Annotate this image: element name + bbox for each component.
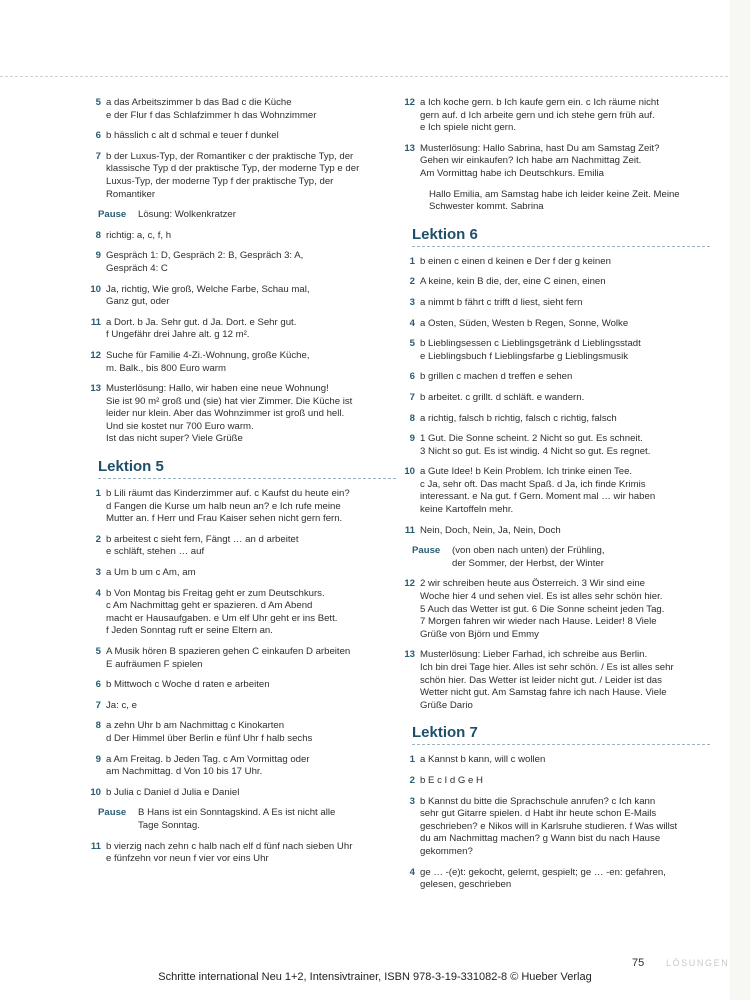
exercise-number: 6 [95, 679, 101, 691]
l5-exercise-5: 5 A Musik hören B spazieren gehen C einkaufen D arbeiten E aufräumen F spielen [98, 646, 396, 671]
exercise-number: 8 [95, 229, 101, 241]
l6-exercise-9: 9 1 Gut. Die Sonne scheint. 2 Nicht so gut. Es schneit. 3 Nicht so gut. Es ist windig. 4 Nicht so gut. Es regnet. [412, 433, 710, 458]
l7-exercise-2: 2 b E c I d G e H [412, 775, 710, 788]
exercise-number: 7 [95, 150, 101, 162]
lektion-5-heading: Lektion 5 [98, 458, 396, 479]
exercise-10: 10 Ja, richtig, Wie groß, Welche Farbe, Schau mal, Ganz gut, oder [98, 284, 396, 309]
top-divider [0, 76, 728, 77]
exercise-13: 13 Musterlösung: Hallo Sabrina, hast Du am Samstag Zeit? Gehen wir einkaufen? Ich habe am Nachmittag Zeit. Am Vormittag habe ich Deutschkurs. Emilia [412, 143, 710, 181]
l6-exercise-2: 2 A keine, kein B die, der, eine C einen, einen [412, 276, 710, 289]
exercise-number: 13 [404, 649, 415, 661]
l6-exercise-12: 12 2 wir schreiben heute aus Österreich. 3 Wir sind eine Woche hier 4 und sehen viel. Es ist alles sehr schön hier. 5 Auch das Wetter ist gut. 6 Die Sonne scheint jeden Tag. 7 Morgen fahren wir wieder nach Hause. Leider! 8 Viele Grüße von Björn und Emmy [412, 578, 710, 641]
exercise-9: 9 Gespräch 1: D, Gespräch 2: B, Gespräch 3: A, Gespräch 4: C [98, 250, 396, 275]
exercise-number: 5 [95, 97, 101, 108]
l7-exercise-4: 4 ge … -(e)t: gekocht, gelernt, gespielt; ge … -en: gefahren, gelesen, geschrieben [412, 867, 710, 892]
lektion-6-heading: Lektion 6 [412, 226, 710, 247]
exercise-number: 12 [90, 349, 101, 361]
exercise-number: 3 [409, 296, 415, 308]
pause-item: Pause Lösung: Wolkenkratzer [98, 209, 236, 221]
exercise-number: 10 [404, 466, 415, 478]
pause-item: Pause B Hans ist ein Sonntagskind. A Es ist nicht alle Tage Sonntag. [98, 807, 336, 831]
exercise-number: 9 [409, 433, 415, 445]
pause-label: Pause [98, 807, 127, 819]
l6-exercise-3: 3 a nimmt b fährt c trifft d liest, sieht fern [412, 297, 710, 310]
exercise-number: 4 [409, 866, 415, 878]
exercise-number: 4 [95, 587, 101, 599]
right-column [404, 97, 710, 900]
l6-exercise-6: 6 b grillen c machen d treffen e sehen [412, 371, 710, 384]
l6-exercise-8: 8 a richtig, falsch b richtig, falsch c richtig, falsch [412, 413, 710, 426]
exercise-number: 2 [409, 276, 415, 288]
l6-exercise-7: 7 b arbeitet. c grillt. d schläft. e wandern. [412, 392, 710, 405]
l5-exercise-9: 9 a Am Freitag. b Jeden Tag. c Am Vormittag oder am Nachmittag. d Von 10 bis 17 Uhr. [98, 754, 396, 779]
l5-exercise-8: 8 a zehn Uhr b am Nachmittag c Kinokarten d Der Himmel über Berlin e fünf Uhr f halb sechs [98, 720, 396, 745]
exercise-number: 5 [409, 338, 415, 350]
exercise-number: 9 [95, 753, 101, 765]
l6-exercise-10: 10 a Gute Idee! b Kein Problem. Ich trinke einen Tee. c Ja, sehr oft. Das macht Spaß. d Ja, ich finde Krimis interessant. e Na gut. f Gern. Moment mal … wir haben keine Kartoffeln mehr. [412, 466, 710, 516]
exercise-number: 7 [95, 699, 101, 711]
exercise-number: 11 [90, 840, 101, 852]
l5-exercise-2: 2 b arbeitest c sieht fern, Fängt … an d arbeitet e schläft, stehen … auf [98, 534, 396, 559]
exercise-number: 13 [90, 383, 101, 395]
exercise-7: 7 b der Luxus-Typ, der Romantiker c der praktische Typ, der klassische Typ d der praktische Typ, der moderne Typ e der Luxus-Typ, der moderne Typ f der praktische Typ, der Romantiker [98, 151, 396, 201]
exercise-13: 13 Musterlösung: Hallo, wir haben eine neue Wohnung! Sie ist 90 m² groß und (sie) hat vier Zimmer. Die Küche ist leider nur klein. Aber das Wohnzimmer ist groß und hell. Und sie kostet nur 700 Euro warm. Ist das nicht super? Viele Grüße [98, 383, 396, 446]
exercise-12: 12 Suche für Familie 4-Zi.-Wohnung, große Küche, m. Balk., bis 800 Euro warm [98, 350, 396, 375]
exercise-number: 6 [95, 130, 101, 142]
section-label: LÖSUNGEN [666, 958, 730, 968]
left-column [90, 97, 396, 874]
exercise-number: 3 [95, 567, 101, 579]
l6-exercise-1: 1 b einen c einen d keinen e Der f der g keinen [412, 256, 710, 269]
exercise-number: 5 [95, 646, 101, 657]
reply-paragraph: Hallo Emilia, am Samstag habe ich leider keine Zeit. Meine Schwester kommt. Sabrina [429, 188, 680, 213]
exercise-number: 1 [409, 255, 415, 267]
l6-exercise-5: 5 b Lieblingsessen c Lieblingsgetränk d Lieblingsstadt e Lieblingsbuch f Lieblingsfarbe g Lieblingsmusik [412, 338, 710, 363]
exercise-6: 6 b hässlich c alt d schmal e teuer f dunkel [98, 130, 396, 143]
l7-exercise-3: 3 b Kannst du bitte die Sprachschule anrufen? c Ich kann sehr gut Gitarre spielen. d Habt ihr heute schon E-Mails geschrieben? e Nikos will in Karlsruhe studieren. f Was willst du am Nachmittag machen? g Wann bist du nach Hause gekommen? [412, 796, 710, 859]
page-margin-strip [730, 0, 750, 1000]
exercise-number: 8 [409, 412, 415, 424]
exercise-number: 4 [409, 317, 415, 329]
exercise-number: 7 [409, 391, 415, 403]
l5-exercise-7: 7 Ja: c, e [98, 700, 396, 713]
l5-exercise-4: 4 b Von Montag bis Freitag geht er zum Deutschkurs. c Am Nachmittag geht er spazieren. d Am Abend macht er Hausaufgaben. e Um elf Uhr geht er ins Bett. f Jeden Sonntag ruft er seine Eltern an. [98, 588, 396, 638]
exercise-11: 11 a Dort. b Ja. Sehr gut. d Ja. Dort. e Sehr gut. f Ungefähr drei Jahre alt. g 12 m². [98, 317, 396, 342]
l5-exercise-10: 10 b Julia c Daniel d Julia e Daniel [98, 787, 396, 800]
publisher-credit: Schritte international Neu 1+2, Intensivtrainer, ISBN 978-3-19-331082-8 © Hueber Verlag [158, 971, 592, 983]
l6-exercise-13: 13 Musterlösung: Lieber Farhad, ich schreibe aus Berlin. Ich bin drei Tage hier. Alles ist sehr schön. / Es ist alles sehr schön hier. Das Wetter ist leider nicht gut. / Leider ist das Wetter nicht gut. Am Samstag fahre ich nach Hause. Viele Grüße Dario [412, 649, 710, 712]
pause-item: Pause (von oben nach unten) der Frühling, der Sommer, der Herbst, der Winter [412, 545, 605, 569]
l5-exercise-3: 3 a Um b um c Am, am [98, 567, 396, 580]
exercise-number: 8 [95, 720, 101, 732]
exercise-number: 1 [409, 754, 415, 766]
exercise-number: 13 [404, 142, 415, 154]
exercise-number: 9 [95, 250, 101, 262]
page-number: 75 [632, 957, 645, 969]
exercise-12: 12 a Ich koche gern. b Ich kaufe gern ein. c Ich räume nicht gern auf. d Ich arbeite gern und ich stehe gern früh auf. e Ich spiele nicht gern. [412, 97, 710, 135]
exercise-number: 11 [90, 316, 101, 328]
lektion-7-heading: Lektion 7 [412, 724, 710, 745]
pause-label: Pause [98, 209, 127, 221]
exercise-number: 2 [409, 774, 415, 786]
exercise-number: 1 [95, 488, 101, 500]
exercise-number: 3 [409, 795, 415, 807]
l5-exercise-11: 11 b vierzig nach zehn c halb nach elf d fünf nach sieben Uhr e fünfzehn vor neun f vier vor eins Uhr [98, 841, 396, 866]
l5-exercise-1: 1 b Lili räumt das Kinderzimmer auf. c Kaufst du heute ein? d Fangen die Kurse um halb neun an? e Ich rufe meine Mutter an. f Herr und Frau Kaiser sehen nicht gern fern. [98, 488, 396, 526]
exercise-5: 5 a das Arbeitszimmer b das Bad c die Küche e der Flur f das Schlafzimmer h das Wohnzimmer [98, 97, 396, 122]
l7-exercise-1: 1 a Kannst b kann, will c wollen [412, 754, 710, 767]
exercise-number: 11 [404, 524, 415, 536]
exercise-number: 10 [90, 283, 101, 295]
exercise-8: 8 richtig: a, c, f, h [98, 230, 396, 243]
pause-label: Pause [412, 545, 441, 557]
l6-exercise-11: 11 Nein, Doch, Nein, Ja, Nein, Doch [412, 525, 710, 538]
exercise-number: 2 [95, 533, 101, 545]
l6-exercise-4: 4 a Osten, Süden, Westen b Regen, Sonne, Wolke [412, 318, 710, 331]
exercise-number: 10 [90, 786, 101, 798]
l5-exercise-6: 6 b Mittwoch c Woche d raten e arbeiten [98, 679, 396, 692]
exercise-number: 12 [404, 578, 415, 590]
exercise-number: 12 [404, 97, 415, 108]
exercise-number: 6 [409, 371, 415, 383]
